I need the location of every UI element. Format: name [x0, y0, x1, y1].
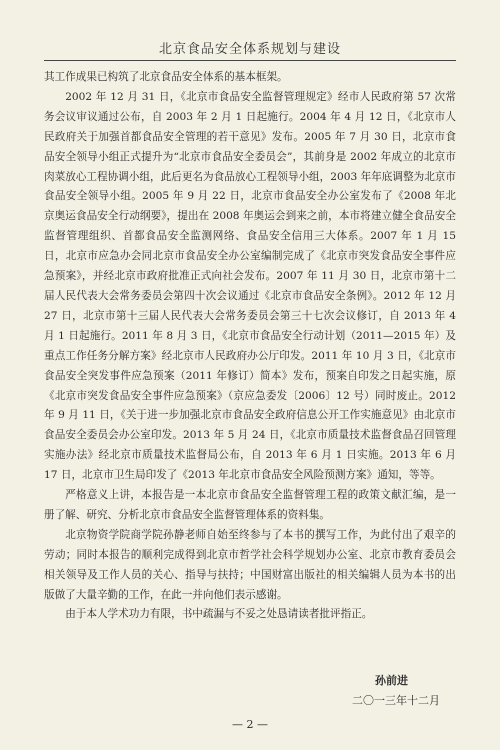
paragraph-acknowledgement: 北京物资学院商学院孙静老师自始至终参与了本书的撰写工作，为此付出了艰辛的劳动；同时本报告的顺利完成得到北京市哲学社会科学规划办公室、北京市教育委员会相关领导及工作人员的关心、指导与扶持；中国财富出版社的相关编辑人员为本书的出版做了大量辛勤的工作，在此一并向他们表示感谢。: [44, 528, 456, 601]
paragraph-continuation: 其工作成果已构筑了北京食品安全体系的基本框架。: [44, 71, 288, 83]
author-signature: 孙前进: [375, 674, 408, 687]
paragraph-summary: 严格意义上讲，本报告是一本北京市食品安全监督管理工程的政策文献汇编，是一册了解、研究、分析北京市食品安全监督管理体系的资料集。: [44, 489, 456, 521]
body-text: [44, 68, 456, 625]
running-header: 北京食品安全体系规划与建设: [158, 42, 341, 57]
page-number: — 2 —: [232, 718, 268, 731]
header-rule: [44, 60, 456, 61]
signature-date: 二〇一三年十二月: [352, 694, 440, 707]
paragraph-timeline: 2002 年 12 月 31 日，《北京市食品安全监督管理规定》经市人民政府第 57 次常务会议审议通过公布，自 2003 年 2 月 1 日起施行。2004 年 4 月 12 日，《北京市人民政府关于加强首都食品安全管理的若干意见》发布。2005 年 7 月 30 日，北京市食品安全领导小组正式提升为“北京市食品安全委员会”，其前身是 2002 年成立的北京市肉菜放心工程协调小组，此后更名为食品放心工程领导小组，2003 年年底调整为北京市食品安全领导小组。2005 年 9 月 22 日，北京市食品安全办公室发布了《2008 年北京奥运食品安全行动纲要》，提出在 2008 年奥运会到来之前，本市将建立健全食品安全监督管理组织、首都食品安全监测网络、食品安全信用三大体系。2007 年 1 月 15 日，北京市应急办会同北京市食品安全办公室编制完成了《北京市突发食品安全事件应急预案》，并经北京市政府批准正式向社会发布。2007 年 11 月 30 日，北京市第十二届人民代表大会常务委员会第四十次会议通过《北京市食品安全条例》。2012 年 12 月 27 日，北京市第十三届人民代表大会常务委员会第三十七次会议修订，自 2013 年 4 月 1 日起施行。2011 年 8 月 3 日，《北京市食品安全行动计划（2011—2015 年）及重点工作任务分解方案》经北京市人民政府办公厅印发。2011 年 10 月 3 日，《北京市食品安全突发事件应急预案（2011 年修订）简本》发布，预案自印发之日起实施，原《北京市突发食品安全事件应急预案》（京应急委发〔2006〕12 号）同时废止。2012 年 9 月 11 日，《关于进一步加强北京市食品安全政府信息公开工作实施意见》由北京市食品安全委员会办公室印发。2013 年 5 月 24 日，《北京市质量技术监督食品召回管理实施办法》经北京市质量技术监督局公布，自 2013 年 6 月 1 日实施。2013 年 6 月 17 日，北京市卫生局印发了《2013 年北京市食品安全风险预测方案》通知，等等。: [44, 90, 456, 482]
paragraph-closing: 由于本人学术功力有限，书中疏漏与不妥之处恳请读者批评指正。: [65, 608, 373, 621]
